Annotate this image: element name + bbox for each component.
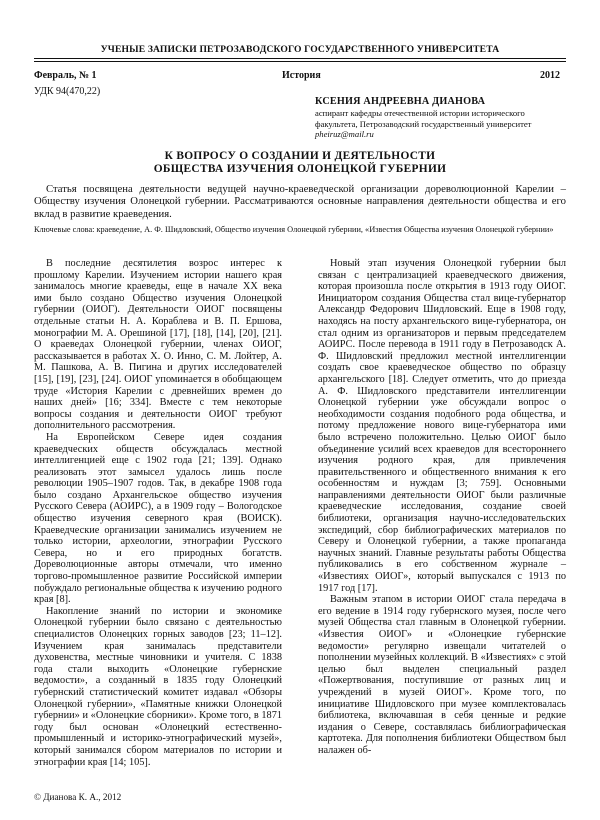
header-divider-bottom [34,61,566,62]
author-name: КСЕНИЯ АНДРЕЕВНА ДИАНОВА [315,96,486,107]
body-column-left [34,258,282,768]
keywords: Ключевые слова: краеведение, А. Ф. Шидловский, Общество изучения Олонецкой губернии, «Известия Общества изучения Олонецкой губернии» [34,225,554,234]
copyright-notice: © Дианова К. А., 2012 [34,792,122,802]
journal-title: УЧЕНЫЕ ЗАПИСКИ ПЕТРОЗАВОДСКОГО ГОСУДАРСТВЕННОГО УНИВЕРСИТЕТА [100,44,500,55]
udk-code: УДК 94(470,22) [34,86,101,97]
body-column-right [318,258,566,757]
abstract: Статья посвящена деятельности ведущей научно-краеведческой организации дореволюционной Карелии – Обществу изучения Олонецкой губернии. Рассматриваются основные направления деятельности общества и его вклад в развитие краеведения. [34,183,566,220]
paragraph: Важным этапом в истории ОИОГ стала передача в его ведение в 1914 году губернского музея, после чего музей Общества стал главным в Олонецкой губернии. «Известия ОИОГ» и «Олонецкие губернские ведомости» регулярно извещали читателей о пополнении музейных коллекций. В «Известиях» с этой целью был выделен специальный раздел «Пожертвования, поступившие от разных лиц и учреждений в музей ОИОГ». Кроме того, по инициативе Шидловского при музее комплектовалась библиотека, включавшая в себя ценные и редкие издания о Севере, составлялась библиографическая картотека. Для пополнения библиотеки Обществом был налажен об- [318,594,566,756]
author-email[interactable]: pheiruz@mail.ru [315,129,374,139]
issue-label: Февраль, № 1 [34,70,97,81]
header-divider-top [34,58,566,59]
section-label: История [282,70,321,81]
paragraph: На Европейском Севере идея создания краеведческих обществ обсуждалась местной интеллигенцией еще с 1902 года [21; 139]. Однако реализовать этот замысел удалось лишь после революции 1905–1907 годов. Так, в декабре 1908 года было создано Архангельское общество изучения Русского Севера (АОИРС), а в 1909 году – Вологодское общество изучения северного края (ВОИСК). Краеведческие организации занимались изучением не только истории, археологии, этнографии Русского Севера, но и его природных богатств. Дореволюционные авторы отмечали, что именно торгово-промышленное развитие Российской империи побуждало региональные общества к изучению родного края [8]. [34,431,282,606]
paragraph: Накопление знаний по истории и экономике Олонецкой губернии было связано с деятельностью специалистов Олонецких горных заводов [23; 11–12]. Изучением края занималась представители духовенства, местные чиновники и учителя. С 1838 года стали выходить «Олонецкие губернские ведомости», а созданный в 1835 году Олонецкий губернский статистический комитет издавал «Обзоры Олонецкой губернии», «Памятные книжки Олонецкой губернии» и «Олонецкие сборники». Кроме того, в 1871 году был основан «Олонецкий естественно-промышленный и историко-этнографический музей», который занимался сбором материалов по истории и этнографии края [14; 105]. [34,605,282,768]
paragraph: Новый этап изучения Олонецкой губернии был связан с централизацией краеведческого движения, которая произошла после открытия в 1913 году ОИОГ. Инициатором создания Общества стал вице-губернатор Александр Федорович Шидловский. Еще в 1908 году, находясь на посту архангельского вице-губернатора, он стал одним из организаторов и первым председателем АОИРС. После перевода в 1911 году в Петрозаводск А. Ф. Шидловский предложил местной интеллигенции создать свое краеведческое общество по образцу архангельского [18]. Следует отметить, что до приезда А. Ф. Шидловского представители интеллигенции Олонецкой губернии уже обсуждали вопрос о необходимости создания подобного рода общества, и потому предложение нового вице-губернатора ими было встречено положительно. Целью ОИОГ было объединение усилий всех краеведов для всестороннего изучения родного края, для привлечения правительственного и общественного внимания к его особенностям и нуждам [3; 759]. Основными направлениями деятельности ОИОГ были различные краеведческие исследования, создание своей библиотеки, организация научно-исследовательских экспедиций, сбор библиографических материалов по Северу и Олонецкой губернии, а также пропаганда научных знаний. Главные результаты работы Общества публиковались в его собственном журнале – «Известиях ОИОГ», который выпускался с 1913 по 1917 год [17]. [318,258,566,594]
year-label: 2012 [540,70,560,81]
paragraph: В последние десятилетия возрос интерес к прошлому Карелии. Изучением истории нашего края занималось многие краеведы, еще в начале XX века ими было создано Общество изучения Олонецкой губернии (ОИОГ). Деятельности ОИОГ посвящены отдельные статьи Н. А. Кораблева и В. П. Ершова, монографии М. А. Орешиной [17], [18], [14], [20], [21]. О краеведах Олонецкой губернии, членах ОИОГ, рассказывается в работах Х. О. Инно, С. М. Лойтер, А. М. Пашкова, А. В. Пигина и других исследователей [15], [19], [23], [24]. ОИОГ упоминается в обобщающем труде «История Карелии с древнейших времен до наших дней» [16; 334]. Вместе с тем некоторые вопросы создания и деятельности ОИОГ требуют дополнительного рассмотрения. [34,258,282,432]
author-block [315,95,570,140]
author-affiliation: аспирант кафедры отечественной истории исторического факультета, Петрозаводский государственный университет [315,108,532,129]
article-title: К ВОПРОСУ О СОЗДАНИИ И ДЕЯТЕЛЬНОСТИ ОБЩЕСТВА ИЗУЧЕНИЯ ОЛОНЕЦКОЙ ГУБЕРНИИ [153,150,447,176]
